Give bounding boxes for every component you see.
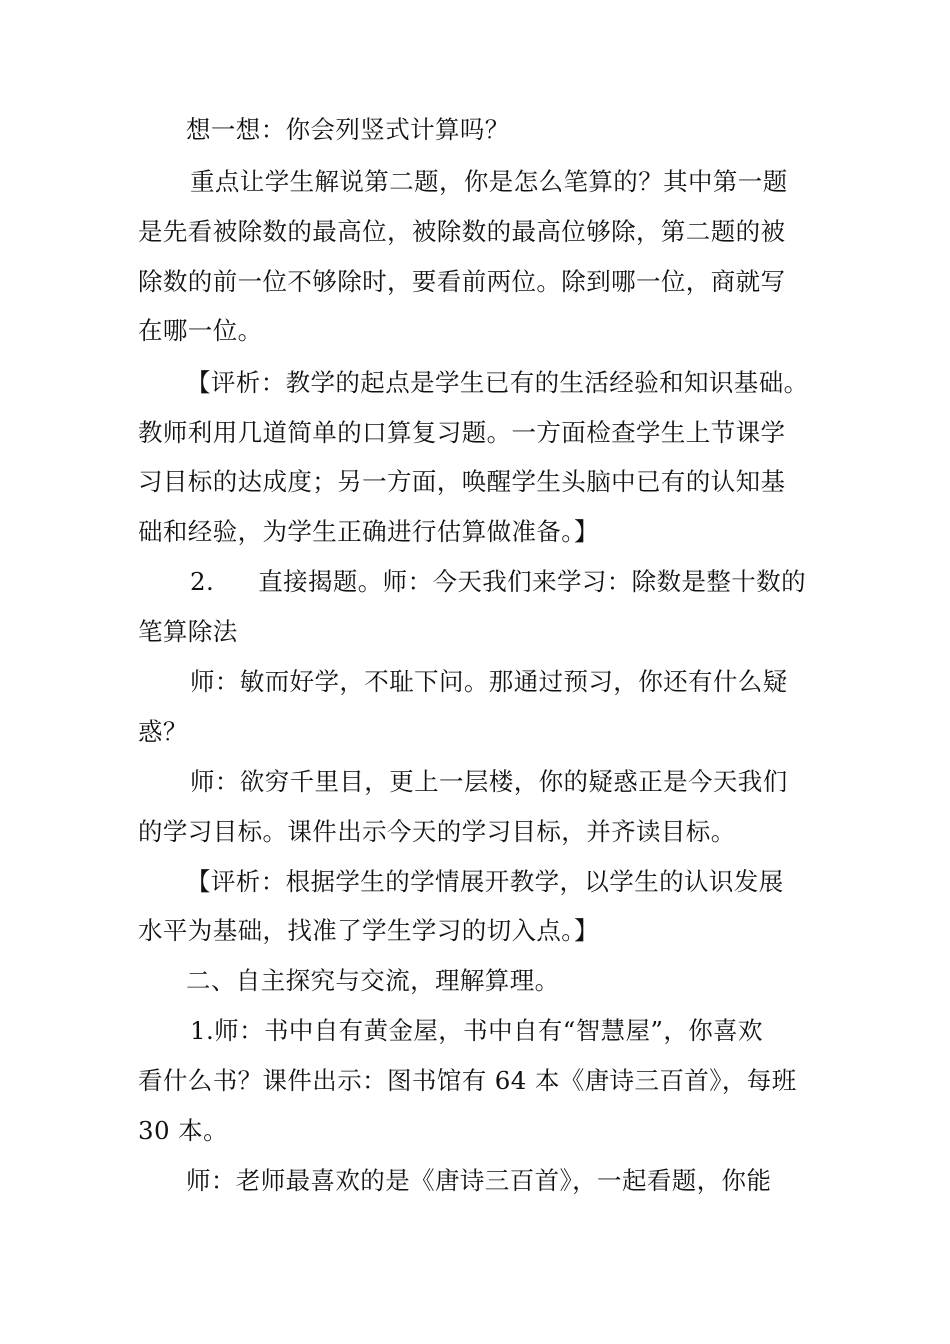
numbered-line bbox=[190, 566, 890, 598]
paragraph-line: 惑？ bbox=[138, 717, 188, 746]
paragraph-line: 师：敏而好学，不耻下问。那通过预习，你还有什么疑 bbox=[190, 667, 788, 696]
item-number: 2. bbox=[190, 567, 215, 596]
paragraph-line: 1.师：书中自有黄金屋，书中自有“智慧屋”，你喜欢 bbox=[190, 1016, 763, 1045]
paragraph-line: 师：老师最喜欢的是《唐诗三百首》，一起看题，你能 bbox=[186, 1166, 772, 1195]
analysis-line: 水平为基础，找准了学生学习的切入点。】 bbox=[138, 916, 599, 945]
analysis-line: 习目标的达成度；另一方面，唤醒学生头脑中已有的认知基 bbox=[138, 467, 786, 496]
section-heading: 二、自主探究与交流，理解算理。 bbox=[186, 966, 560, 995]
paragraph-line: 30 本。 bbox=[138, 1116, 228, 1145]
paragraph-line: 除数的前一位不够除时，要看前两位。除到哪一位，商就写 bbox=[138, 267, 786, 296]
paragraph-line: 想一想：你会列竖式计算吗？ bbox=[186, 115, 510, 144]
analysis-line: 【评析：教学的起点是学生已有的生活经验和知识基础。 bbox=[186, 368, 809, 397]
item-text: 直接揭题。师：今天我们来学习：除数是整十数的 bbox=[258, 567, 806, 596]
paragraph-line: 笔算除法 bbox=[138, 617, 238, 646]
paragraph-line: 看什么书？课件出示：图书馆有 64 本《唐诗三百首》，每班 bbox=[138, 1066, 797, 1095]
paragraph-line: 重点让学生解说第二题，你是怎么笔算的？其中第一题 bbox=[190, 167, 788, 196]
analysis-line: 础和经验，为学生正确进行估算做准备。】 bbox=[138, 517, 599, 546]
analysis-line: 【评析：根据学生的学情展开教学，以学生的认识发展 bbox=[186, 867, 784, 896]
paragraph-line: 是先看被除数的最高位，被除数的最高位够除，第二题的被 bbox=[138, 217, 786, 246]
paragraph-line: 的学习目标。课件出示今天的学习目标，并齐读目标。 bbox=[138, 817, 736, 846]
paragraph-line: 在哪一位。 bbox=[138, 316, 263, 345]
paragraph-line: 师：欲穷千里目，更上一层楼，你的疑惑正是今天我们 bbox=[190, 767, 788, 796]
analysis-line: 教师利用几道简单的口算复习题。一方面检查学生上节课学 bbox=[138, 418, 786, 447]
